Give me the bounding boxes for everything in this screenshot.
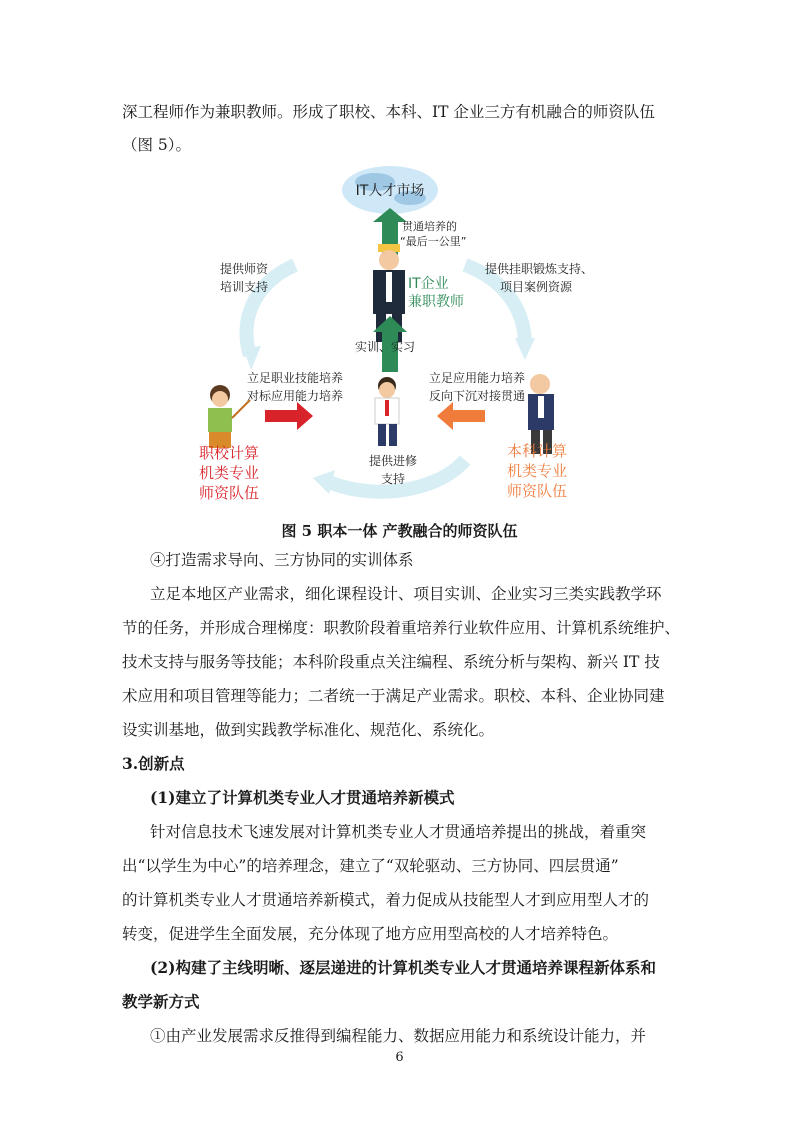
paragraph-line: 立足本地区产业需求，细化课程设计、项目实训、企业实习三类实践教学环 <box>150 585 662 603</box>
paragraph-line: 针对信息技术飞速发展对计算机类专业人才贯通培养提出的挑战，着重突 <box>150 823 647 841</box>
paragraph-line: 转变，促进学生全面发展，充分体现了地方应用型高校的人才培养特色。 <box>122 925 619 943</box>
undergrad-team-label: 师资队伍 <box>507 482 568 500</box>
vocational-teacher-icon <box>208 385 250 448</box>
it-label: IT企业 <box>408 276 449 292</box>
right-top-label: 项目案例资源 <box>500 280 573 294</box>
left-top-label: 培训支持 <box>220 280 269 294</box>
it-label: 兼职教师 <box>408 294 464 310</box>
bottom-label: 提供进修 <box>369 454 418 468</box>
section-heading: 3.创新点 <box>122 754 185 773</box>
last-mile-label: “最后一公里” <box>400 235 467 248</box>
paragraph-line: 技术支持与服务等技能；本科阶段重点关注编程、系统分析与架构、新兴 IT 技 <box>122 653 660 671</box>
figure-caption: 图 5 职本一体 产教融合的师资队伍 <box>281 522 518 540</box>
vocational-team-label: 师资队伍 <box>199 484 260 502</box>
paragraph-line: 深工程师作为兼职教师。形成了职校、本科、IT 企业三方有机融合的师资队伍 <box>122 103 655 121</box>
item-heading: (1)建立了计算机类专业人才贯通培养新模式 <box>150 788 455 807</box>
orange-arrow-left-icon <box>437 402 485 430</box>
arc-arrowhead <box>515 338 535 360</box>
paragraph-line: 术应用和项目管理等能力；二者统一于满足产业需求。职校、本科、企业协同建 <box>122 687 665 705</box>
paragraph-line: 的计算机类专业人才贯通培养新模式，着力促成从技能型人才到应用型人才的 <box>122 891 650 909</box>
page-number: 6 <box>395 1050 404 1065</box>
undergrad-team-label: 本科计算 <box>507 442 568 460</box>
last-mile-label: 贯通培养的 <box>402 220 457 233</box>
left-mid-label: 对标应用能力培养 <box>247 389 344 403</box>
right-mid-label: 反向下沉对接贯通 <box>429 389 526 403</box>
paragraph-line: ①由产业发展需求反推得到编程能力、数据应用能力和系统设计能力，并 <box>150 1027 647 1045</box>
arc-left-top <box>246 265 295 355</box>
figure-teacher-team <box>195 160 605 515</box>
paragraph-line: 出“以学生为中心”的培养理念，建立了“双轮驱动、三方协同、四层贯通” <box>122 857 619 875</box>
red-arrow-right-icon <box>265 402 313 430</box>
section-heading: ④打造需求导向、三方协同的实训体系 <box>150 551 414 569</box>
left-mid-label: 立足职业技能培养 <box>247 371 344 385</box>
item-heading: (2)构建了主线明晰、逐层递进的计算机类专业人才贯通培养课程新体系和 <box>150 958 656 977</box>
practice-label: 实训、实习 <box>355 340 416 354</box>
vocational-team-label: 机类专业 <box>199 464 260 482</box>
student-icon <box>375 377 399 446</box>
right-mid-label: 立足应用能力培养 <box>429 371 526 385</box>
paragraph-line: 设实训基地，做到实践教学标准化、规范化、系统化。 <box>122 721 495 739</box>
market-label: IT人才市场 <box>355 183 425 199</box>
undergrad-team-label: 机类专业 <box>507 462 568 480</box>
paragraph-line: 节的任务，并形成合理梯度：职教阶段着重培养行业软件应用、计算机系统维护、 <box>122 619 681 637</box>
vocational-team-label: 职校计算 <box>199 444 260 462</box>
bottom-label: 支持 <box>381 472 406 486</box>
item-heading: 教学新方式 <box>122 992 200 1011</box>
arc-right-top <box>465 265 525 345</box>
paragraph-line: （图 5）。 <box>122 136 192 154</box>
left-top-label: 提供师资 <box>220 262 269 276</box>
right-top-label: 提供挂职锻炼支持、 <box>485 262 594 276</box>
figure-diagram <box>195 160 605 515</box>
arc-arrowhead <box>243 346 261 370</box>
